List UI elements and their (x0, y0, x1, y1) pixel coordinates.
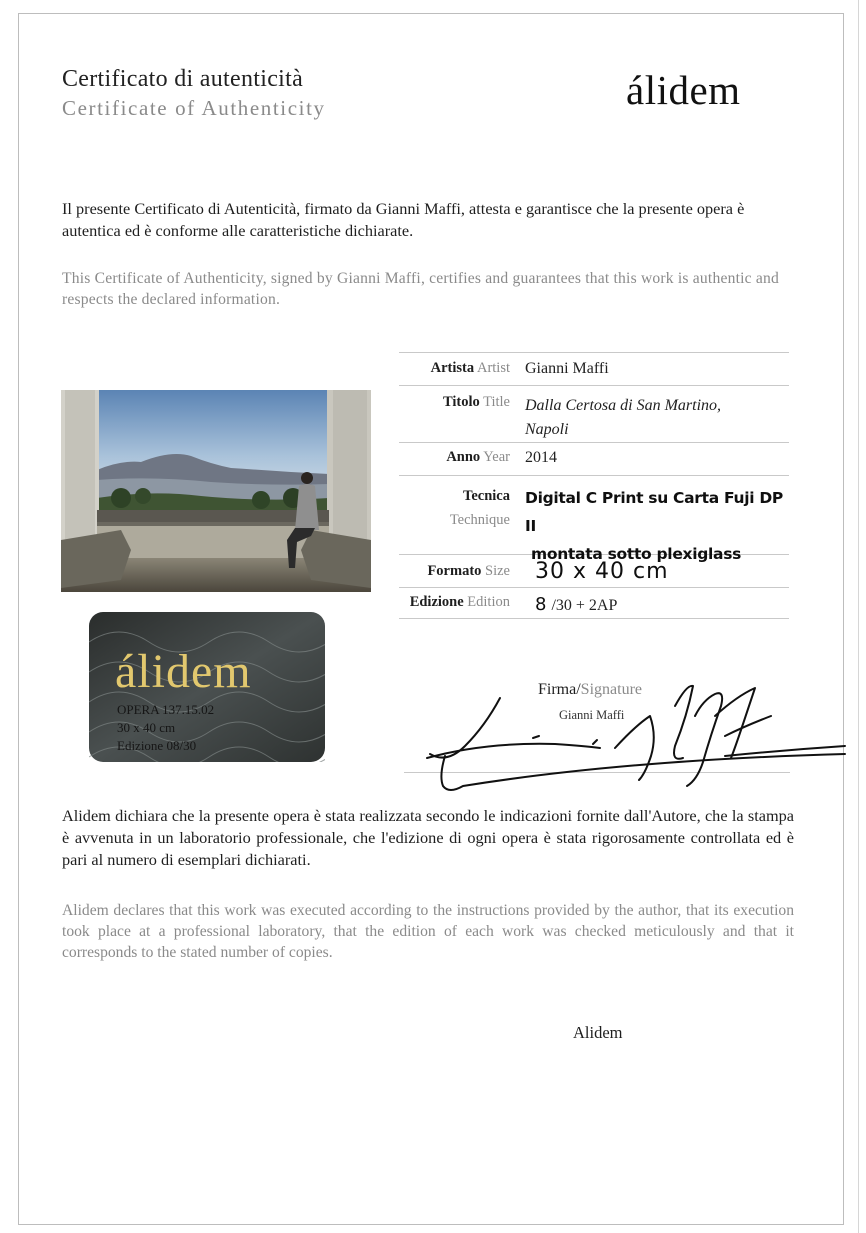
artist-label-en: Artist (476, 360, 510, 376)
signature-label-en: Signature (580, 681, 642, 698)
size-value: 30 x 40 cm (535, 559, 669, 584)
technique-row (399, 475, 789, 563)
year-label-en: Year (483, 449, 510, 465)
artwork-details-table (399, 352, 789, 619)
hologram-line-1: OPERA 137.15.02 (117, 702, 215, 717)
title-value-line-1: Dalla Certosa di San Martino, (525, 397, 722, 414)
artwork-photo (61, 390, 371, 592)
intro-text-english: This Certificate of Authenticity, signed by Gianni Maffi, certifies and guarantees that this work is authentic and respects the declared information. (62, 270, 779, 308)
technique-label: Tecnica (463, 488, 510, 504)
hologram-line-3: Edizione 08/30 (117, 738, 197, 753)
alidem-logo: álidem (626, 67, 741, 113)
declaration-text-italian: Alidem dichiara che la presente opera è stata realizzata secondo le indicazioni fornite dall'Autore, che la stampa è avvenuta in un laboratorio professionale, che l'edizione di ogni opera è stata rigorosamente controllata ed è pari al numero di esemplari dichiarati. (62, 806, 794, 869)
technique-value-line-2: montata sotto plexiglass (531, 545, 742, 563)
certificate-title: Certificato di autenticità (62, 66, 304, 92)
intro-text-italian: Il presente Certificato di Autenticità, firmato da Gianni Maffi, attesta e garantisce che la presente opera è autentica ed è conforme alle caratteristiche dichiarate. (62, 199, 745, 240)
artist-value: Gianni Maffi (525, 360, 609, 377)
title-label: Titolo (442, 394, 480, 410)
edition-value: /30 + 2AP (551, 597, 618, 614)
artist-row (399, 352, 789, 385)
edition-label: Edizione (409, 594, 464, 610)
hologram-brand: álidem (115, 645, 252, 698)
page-edge (858, 0, 859, 1233)
signer-name: Gianni Maffi (559, 708, 625, 722)
edition-label-en: Edition (467, 594, 510, 610)
size-label-en: Size (485, 563, 510, 579)
year-row (399, 442, 789, 475)
technique-value-line-1: Digital C Print su Carta Fuji DP II (525, 489, 783, 535)
hologram-line-2: 30 x 40 cm (117, 720, 176, 735)
hologram-text-layer (89, 612, 325, 762)
title-value-line-2: Napoli (525, 421, 569, 438)
artist-label: Artista (430, 360, 475, 376)
technique-label-en: Technique (449, 512, 510, 528)
edition-number: 8 (535, 594, 548, 615)
title-label-en: Title (483, 394, 510, 410)
year-label: Anno (446, 449, 481, 465)
size-row (399, 554, 789, 587)
edition-row (399, 587, 789, 619)
title-row (399, 385, 789, 442)
signature-label-it: Firma/ (538, 681, 581, 698)
closing-signoff: Alidem (573, 1023, 623, 1042)
handwritten-signature (425, 676, 865, 806)
year-value: 2014 (525, 449, 557, 466)
certificate-subtitle: Certificate of Authenticity (62, 96, 326, 120)
size-label: Formato (427, 563, 482, 579)
declaration-text-english: Alidem declares that this work was executed according to the instructions provided by the author, that its execution took place at a professional laboratory, that the edition of each work was checked meticulously and that it corresponds to the stated number of copies. (62, 902, 794, 961)
